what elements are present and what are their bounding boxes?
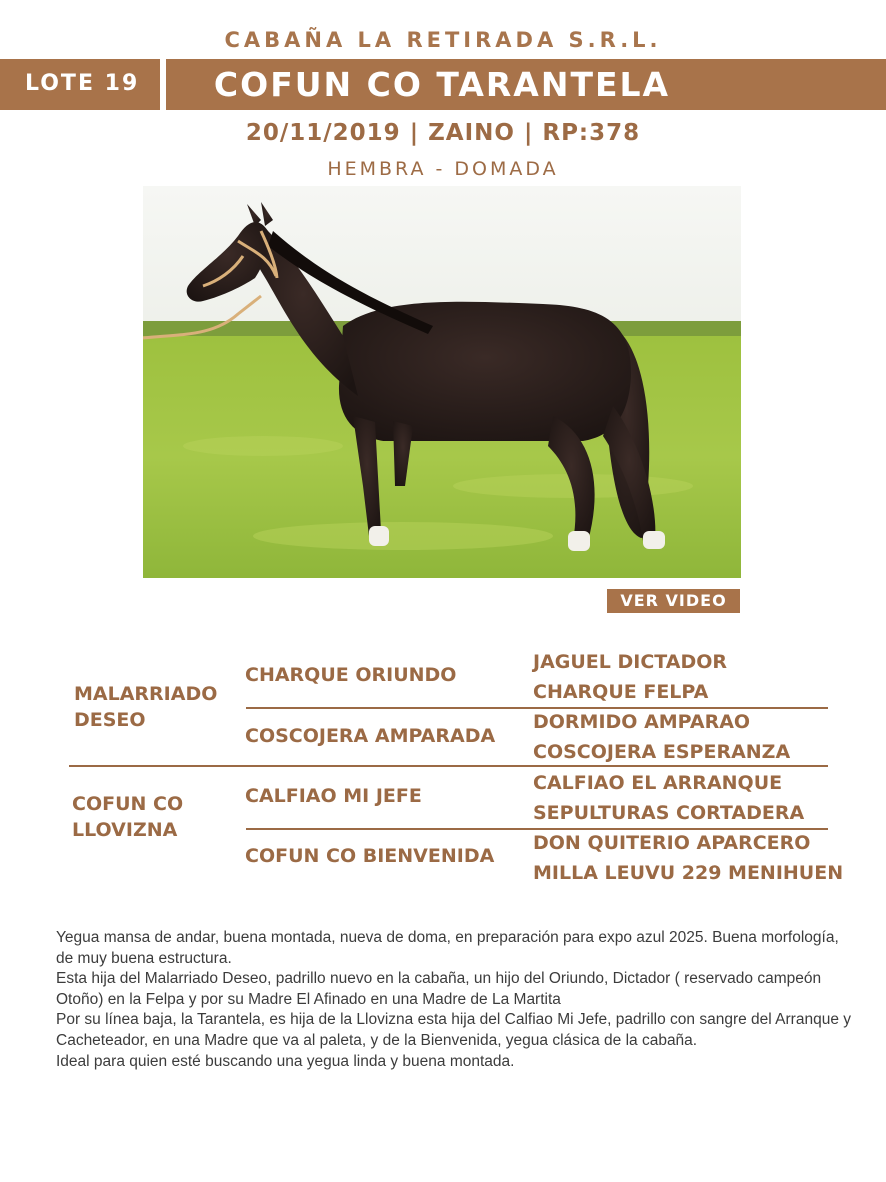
sex-status: HEMBRA - DOMADA xyxy=(327,158,559,180)
ver-video-button[interactable]: VER VIDEO xyxy=(607,589,740,613)
ggp-1: JAGUEL DICTADOR xyxy=(533,651,728,673)
birth-color-rp: 20/11/2019 | ZAINO | RP:378 xyxy=(245,120,641,146)
sire-name: MALARRIADO DESEO xyxy=(74,683,218,731)
lot-number: LOTE 19 xyxy=(25,71,140,96)
description-paragraph: Esta hija del Malarriado Deseo, padrillo nuevo en la cabaña, un hijo del Oriundo, Dictador ( reservado campeón Otoño) en la Felpa y por su Madre El Afinado en una Madre de La Martita xyxy=(56,970,822,1008)
lot-band xyxy=(0,59,160,110)
description-paragraph: Yegua mansa de andar, buena montada, nueva de doma, en preparación para expo azul 2025. Buena morfología, de muy buena estructura. xyxy=(56,929,839,967)
divider-main xyxy=(69,765,828,767)
horse-photo xyxy=(143,186,741,578)
breeder-name: CABAÑA LA RETIRADA S.R.L. xyxy=(224,28,662,52)
sire-sire-name: CHARQUE ORIUNDO xyxy=(245,664,457,686)
divider-dam-line xyxy=(246,828,828,830)
ggp-6: SEPULTURAS CORTADERA xyxy=(533,802,805,824)
dam-dam-name: COFUN CO BIENVENIDA xyxy=(245,845,495,867)
ggp-3: DORMIDO AMPARAO xyxy=(533,711,751,733)
name-band xyxy=(166,59,886,110)
ggp-5: CALFIAO EL ARRANQUE xyxy=(533,772,783,794)
horse-photo-icon xyxy=(143,186,741,578)
horse-name: COFUN CO TARANTELA xyxy=(213,65,671,104)
description xyxy=(56,928,856,1072)
divider-sire-line xyxy=(246,707,828,709)
dam-name: COFUN CO LLOVIZNA xyxy=(72,793,184,841)
description-paragraph: Por su línea baja, la Tarantela, es hija de la Llovizna esta hija del Calfiao Mi Jefe, padrillo con sangre del Arranque y Cacheteador, en una Madre que va al paleta, y de la Bienvenida, yegua clásica de la cabaña. xyxy=(56,1011,851,1049)
ggp-4: COSCOJERA ESPERANZA xyxy=(533,741,791,763)
sire-dam-name: COSCOJERA AMPARADA xyxy=(245,725,496,747)
ggp-2: CHARQUE FELPA xyxy=(533,681,709,703)
description-paragraph: Ideal para quien esté buscando una yegua linda y buena montada. xyxy=(56,1052,515,1070)
ggp-8: MILLA LEUVU 229 MENIHUEN xyxy=(533,862,844,884)
ggp-7: DON QUITERIO APARCERO xyxy=(533,832,811,854)
dam-sire-name: CALFIAO MI JEFE xyxy=(245,785,422,807)
